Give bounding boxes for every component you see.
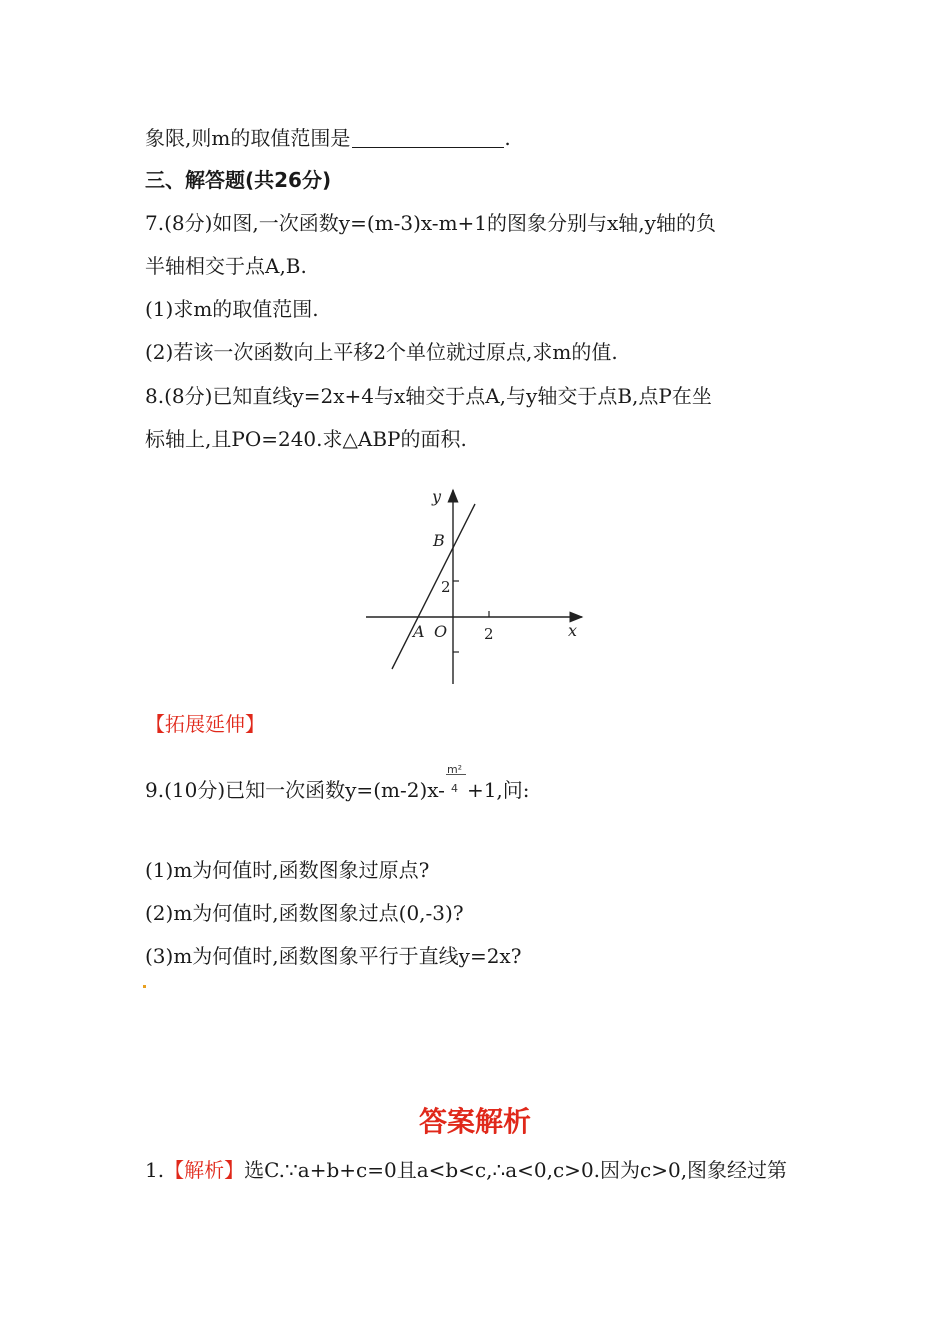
analysis-tag: 【解析】 bbox=[164, 1158, 245, 1182]
y-axis-label: y bbox=[432, 487, 442, 506]
answer-1-text: 选C.∵a+b+c=0且a<b<c,∴a<0,c>0.因为c>0,图象经过第 bbox=[244, 1158, 788, 1182]
q7-part1: (1)求m的取值范围. bbox=[145, 297, 319, 321]
q6-tail bbox=[145, 124, 511, 152]
q8-line2: 标轴上,且PO=240.求△ABP的面积. bbox=[145, 427, 467, 451]
q9-part3: (3)m为何值时,函数图象平行于直线y=2x? bbox=[145, 944, 522, 968]
answer-1-number: 1. bbox=[145, 1158, 165, 1182]
function-line bbox=[392, 504, 475, 669]
q9-suffix: +1,问: bbox=[466, 778, 530, 802]
fraction-denominator: 4 bbox=[450, 782, 458, 795]
q7-line2: 半轴相交于点A,B. bbox=[145, 254, 307, 278]
point-a-label: A bbox=[413, 622, 425, 641]
x-tick-label: 2 bbox=[484, 625, 494, 643]
q9-line1 bbox=[145, 763, 530, 804]
section-title: 三、解答题(共26分) bbox=[145, 168, 332, 192]
stray-mark bbox=[143, 985, 146, 988]
q6-end: . bbox=[504, 126, 511, 150]
coordinate-graph bbox=[360, 484, 590, 689]
answer-section-title: 答案解析 bbox=[418, 1105, 531, 1138]
q8-line1: 8.(8分)已知直线y=2x+4与x轴交于点A,与y轴交于点B,点P在坐 bbox=[145, 384, 712, 408]
extension-title: 【拓展延伸】 bbox=[145, 712, 265, 736]
fraction-numerator: m² bbox=[446, 763, 463, 776]
q7-line1: 7.(8分)如图,一次函数y=(m-3)x-m+1的图象分别与x轴,y轴的负 bbox=[145, 211, 716, 235]
fraction bbox=[445, 763, 467, 804]
q6-text: 象限,则m的取值范围是 bbox=[145, 126, 351, 150]
q9-prefix: 9.(10分)已知一次函数y=(m-2)x- bbox=[145, 778, 445, 802]
origin-label: O bbox=[434, 622, 448, 641]
answer-blank[interactable] bbox=[352, 127, 504, 148]
x-axis-label: x bbox=[568, 621, 578, 640]
q7-part2: (2)若该一次函数向上平移2个单位就过原点,求m的值. bbox=[145, 340, 618, 364]
answer-1 bbox=[145, 1156, 787, 1184]
q9-part1: (1)m为何值时,函数图象过原点? bbox=[145, 858, 430, 882]
q9-part2: (2)m为何值时,函数图象过点(0,-3)? bbox=[145, 901, 464, 925]
y-tick-label: 2 bbox=[441, 578, 451, 596]
point-b-label: B bbox=[433, 531, 445, 550]
